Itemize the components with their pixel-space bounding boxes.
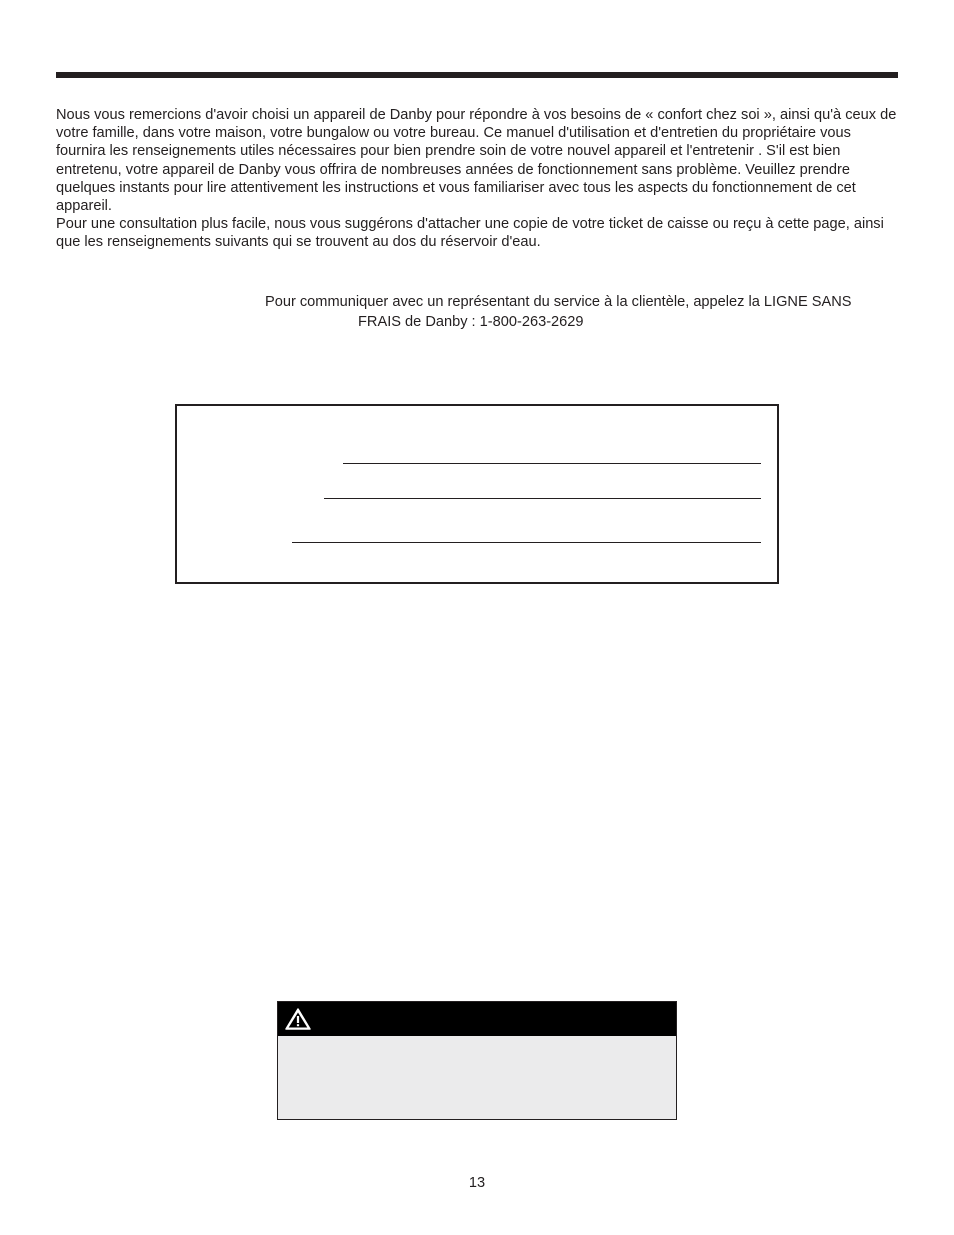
product-info-box <box>175 404 779 584</box>
warning-box <box>277 1001 677 1120</box>
customer-service-contact <box>56 292 898 332</box>
intro-text <box>56 106 898 252</box>
model-number-line <box>343 463 761 464</box>
serial-number-line <box>324 498 761 499</box>
warning-triangle-icon <box>284 1007 312 1031</box>
header-rule <box>56 72 898 78</box>
contact-line-1: Pour communiquer avec un représentant du service à la clientèle, appelez la LIGNE SANS <box>265 294 852 310</box>
intro-paragraph-1: Nous vous remercions d'avoir choisi un appareil de Danby pour répondre à vos besoins de « confort chez soi », ainsi qu'à ceux de votre famille, dans votre maison, votre bungalow ou votre bureau. Ce manuel d'utilisation et d'entretien du propriétaire vous fournira les renseignements utiles nécessaires pour bien prendre soin de votre nouvel appareil et l'entretenir . S'il est bien entretenu, votre appareil de Danby vous offrira de nombreuses années de fonctionnement sans problème. Veuillez prendre quelques instants pour lire attentivement les instructions et vous familiariser avec tous les aspects du fonctionnement de cet appareil. <box>56 107 897 215</box>
page-number: 13 <box>468 1175 486 1191</box>
purchase-date-line <box>292 542 761 543</box>
contact-line-2: FRAIS de Danby : 1-800-263-2629 <box>358 314 584 330</box>
warning-header <box>278 1002 676 1036</box>
intro-paragraph-2: Pour une consultation plus facile, nous vous suggérons d'attacher une copie de votre ticket de caisse ou reçu à cette page, ainsi que les renseignements suivants qui se trouvent au dos du réservoir d'eau. <box>56 216 884 251</box>
